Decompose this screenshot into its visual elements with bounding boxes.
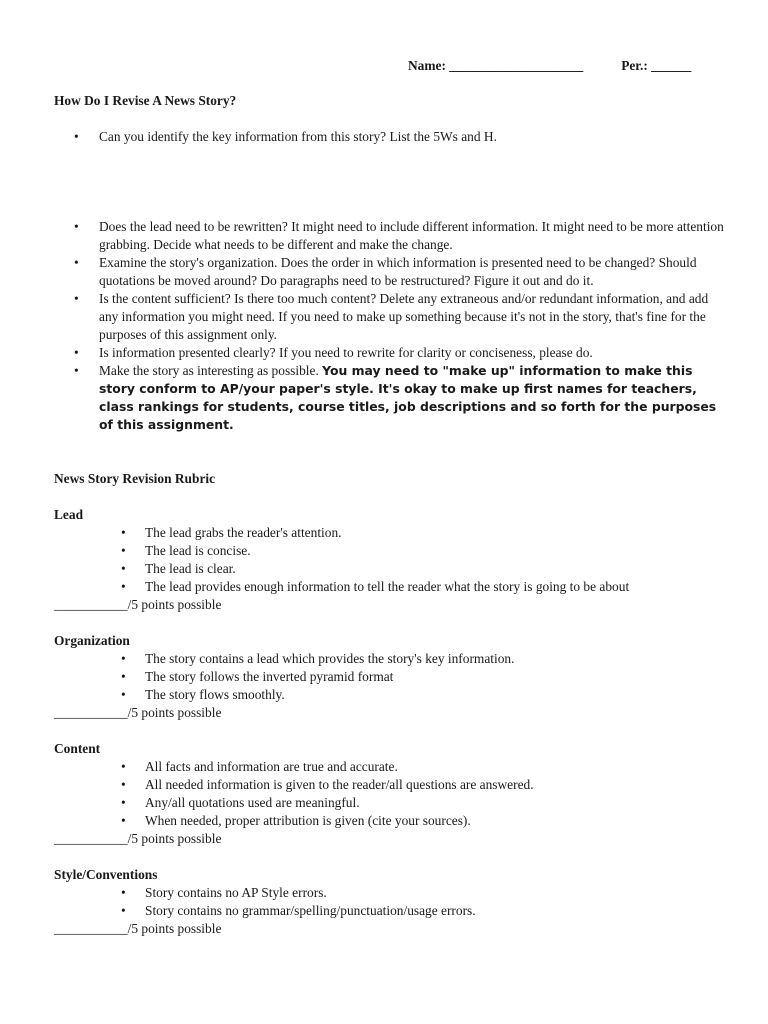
criterion: • All facts and information are true and accurate.: [54, 758, 734, 776]
score-line: ___________/5 points possible: [54, 597, 222, 612]
revision-task: • Is information presented clearly? If you need to rewrite for clarity or conciseness, please do.: [54, 344, 724, 362]
score-line: ___________/5 points possible: [54, 831, 222, 846]
page-title: How Do I Revise A News Story?: [54, 93, 237, 108]
criterion: • The story follows the inverted pyramid format: [54, 668, 734, 686]
criteria-list: [54, 650, 734, 704]
criterion: • The lead grabs the reader's attention.: [54, 524, 734, 542]
criterion: • The lead provides enough information to tell the reader what the story is going to be about: [54, 578, 734, 596]
revision-task-list: [54, 218, 724, 434]
criterion: • Story contains no grammar/spelling/punctuation/usage errors.: [54, 902, 734, 920]
rubric-section-style-conventions: [54, 866, 734, 938]
revision-task: • Examine the story's organization. Does the order in which information is presented need to be changed? Should quotations be moved around? Do paragraphs need to be restructured? Figure it out and do it.: [54, 254, 724, 290]
key-info-prompt: • Can you identify the key information from this story? List the 5Ws and H.: [54, 128, 734, 146]
rubric-section-content: [54, 740, 734, 848]
rubric-section-heading: Organization: [54, 633, 130, 648]
criterion: • All needed information is given to the reader/all questions are answered.: [54, 776, 734, 794]
criterion: • The story flows smoothly.: [54, 686, 734, 704]
criteria-list: [54, 884, 734, 920]
revision-task: • Is the content sufficient? Is there too much content? Delete any extraneous and/or redundant information, and add any information you might need. If you need to make up something because it's not in the story, that's fine for the purposes of this assignment only.: [54, 290, 724, 344]
criterion: • Story contains no AP Style errors.: [54, 884, 734, 902]
rubric-title: News Story Revision Rubric: [54, 471, 216, 486]
criterion: • When needed, proper attribution is given (cite your sources).: [54, 812, 734, 830]
criterion: • The lead is clear.: [54, 560, 734, 578]
criterion: • The story contains a lead which provides the story's key information.: [54, 650, 734, 668]
criterion: • Any/all quotations used are meaningful.: [54, 794, 734, 812]
rubric-section-organization: [54, 632, 734, 722]
score-line: ___________/5 points possible: [54, 921, 222, 936]
score-line: ___________/5 points possible: [54, 705, 222, 720]
rubric-section-heading: Lead: [54, 507, 84, 522]
period-field: Per.: ______: [621, 58, 692, 73]
student-header: [408, 57, 691, 75]
revision-task: • Does the lead need to be rewritten? It might need to include different information. It might need to be more attention grabbing. Decide what needs to be different and make the change.: [54, 218, 724, 254]
criteria-list: [54, 524, 734, 596]
rubric-section-heading: Style/Conventions: [54, 867, 158, 882]
rubric-section-heading: Content: [54, 741, 101, 756]
rubric-section-lead: [54, 506, 734, 614]
key-info-list: [54, 128, 734, 146]
revision-task: • Make the story as interesting as possible. You may need to "make up" information to make this story conform to AP/your paper's style. It's okay to make up first names for teachers, class rankings for students, course titles, job descriptions and so forth for the purposes of this assignment.: [54, 362, 724, 434]
criterion: • The lead is concise.: [54, 542, 734, 560]
criteria-list: [54, 758, 734, 830]
revision-task-emphasis: You may need to "make up" information to make this story conform to AP/your paper's style. It's okay to make up first names for teachers, class rankings for students, course titles, job descriptions and so forth for the purposes of this assignment.: [99, 363, 717, 432]
name-field: Name: ____________________: [408, 58, 584, 73]
